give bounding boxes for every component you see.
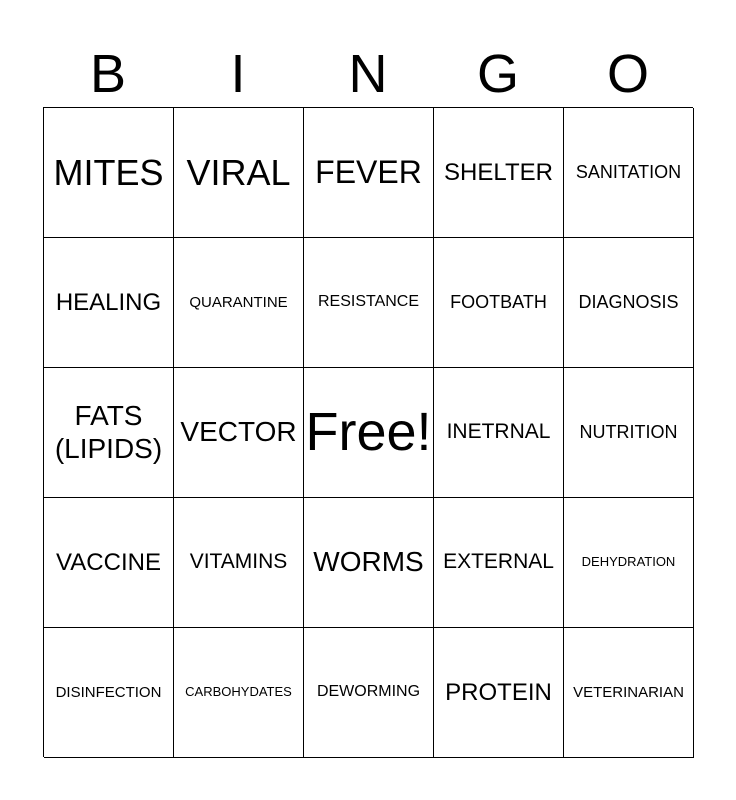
bingo-cell[interactable]: DEWORMING <box>304 628 434 758</box>
bingo-cell[interactable]: RESISTANCE <box>304 238 434 368</box>
header-letter-i: I <box>230 44 246 104</box>
bingo-cell[interactable]: INETRNAL <box>434 368 564 498</box>
bingo-cell[interactable]: VETERINARIAN <box>564 628 694 758</box>
bingo-cell[interactable]: VITAMINS <box>174 498 304 628</box>
bingo-header <box>43 40 693 108</box>
bingo-cell[interactable]: FOOTBATH <box>434 238 564 368</box>
bingo-cell[interactable]: SHELTER <box>434 108 564 238</box>
header-letter-n: N <box>348 44 388 104</box>
bingo-cell[interactable]: HEALING <box>44 238 174 368</box>
bingo-cell[interactable]: QUARANTINE <box>174 238 304 368</box>
bingo-cell[interactable]: DIAGNOSIS <box>564 238 694 368</box>
bingo-cell[interactable]: PROTEIN <box>434 628 564 758</box>
bingo-cell[interactable]: EXTERNAL <box>434 498 564 628</box>
bingo-cell[interactable]: WORMS <box>304 498 434 628</box>
bingo-cell[interactable]: VECTOR <box>174 368 304 498</box>
header-letter-g: G <box>476 44 519 104</box>
bingo-grid <box>43 107 693 757</box>
bingo-cell[interactable]: VACCINE <box>44 498 174 628</box>
bingo-cell[interactable]: DISINFECTION <box>44 628 174 758</box>
bingo-cell[interactable]: FEVER <box>304 108 434 238</box>
bingo-cell[interactable]: SANITATION <box>564 108 694 238</box>
bingo-cell[interactable]: DEHYDRATION <box>564 498 694 628</box>
header-letter-b: B <box>89 44 127 104</box>
bingo-cell[interactable]: NUTRITION <box>564 368 694 498</box>
bingo-cell[interactable]: FATS (LIPIDS) <box>44 368 174 498</box>
free-space-cell[interactable]: Free! <box>304 368 434 498</box>
bingo-cell[interactable]: VIRAL <box>174 108 304 238</box>
header-letter-o: O <box>606 44 649 104</box>
bingo-cell[interactable]: CARBOHYDATES <box>174 628 304 758</box>
bingo-cell[interactable]: MITES <box>44 108 174 238</box>
